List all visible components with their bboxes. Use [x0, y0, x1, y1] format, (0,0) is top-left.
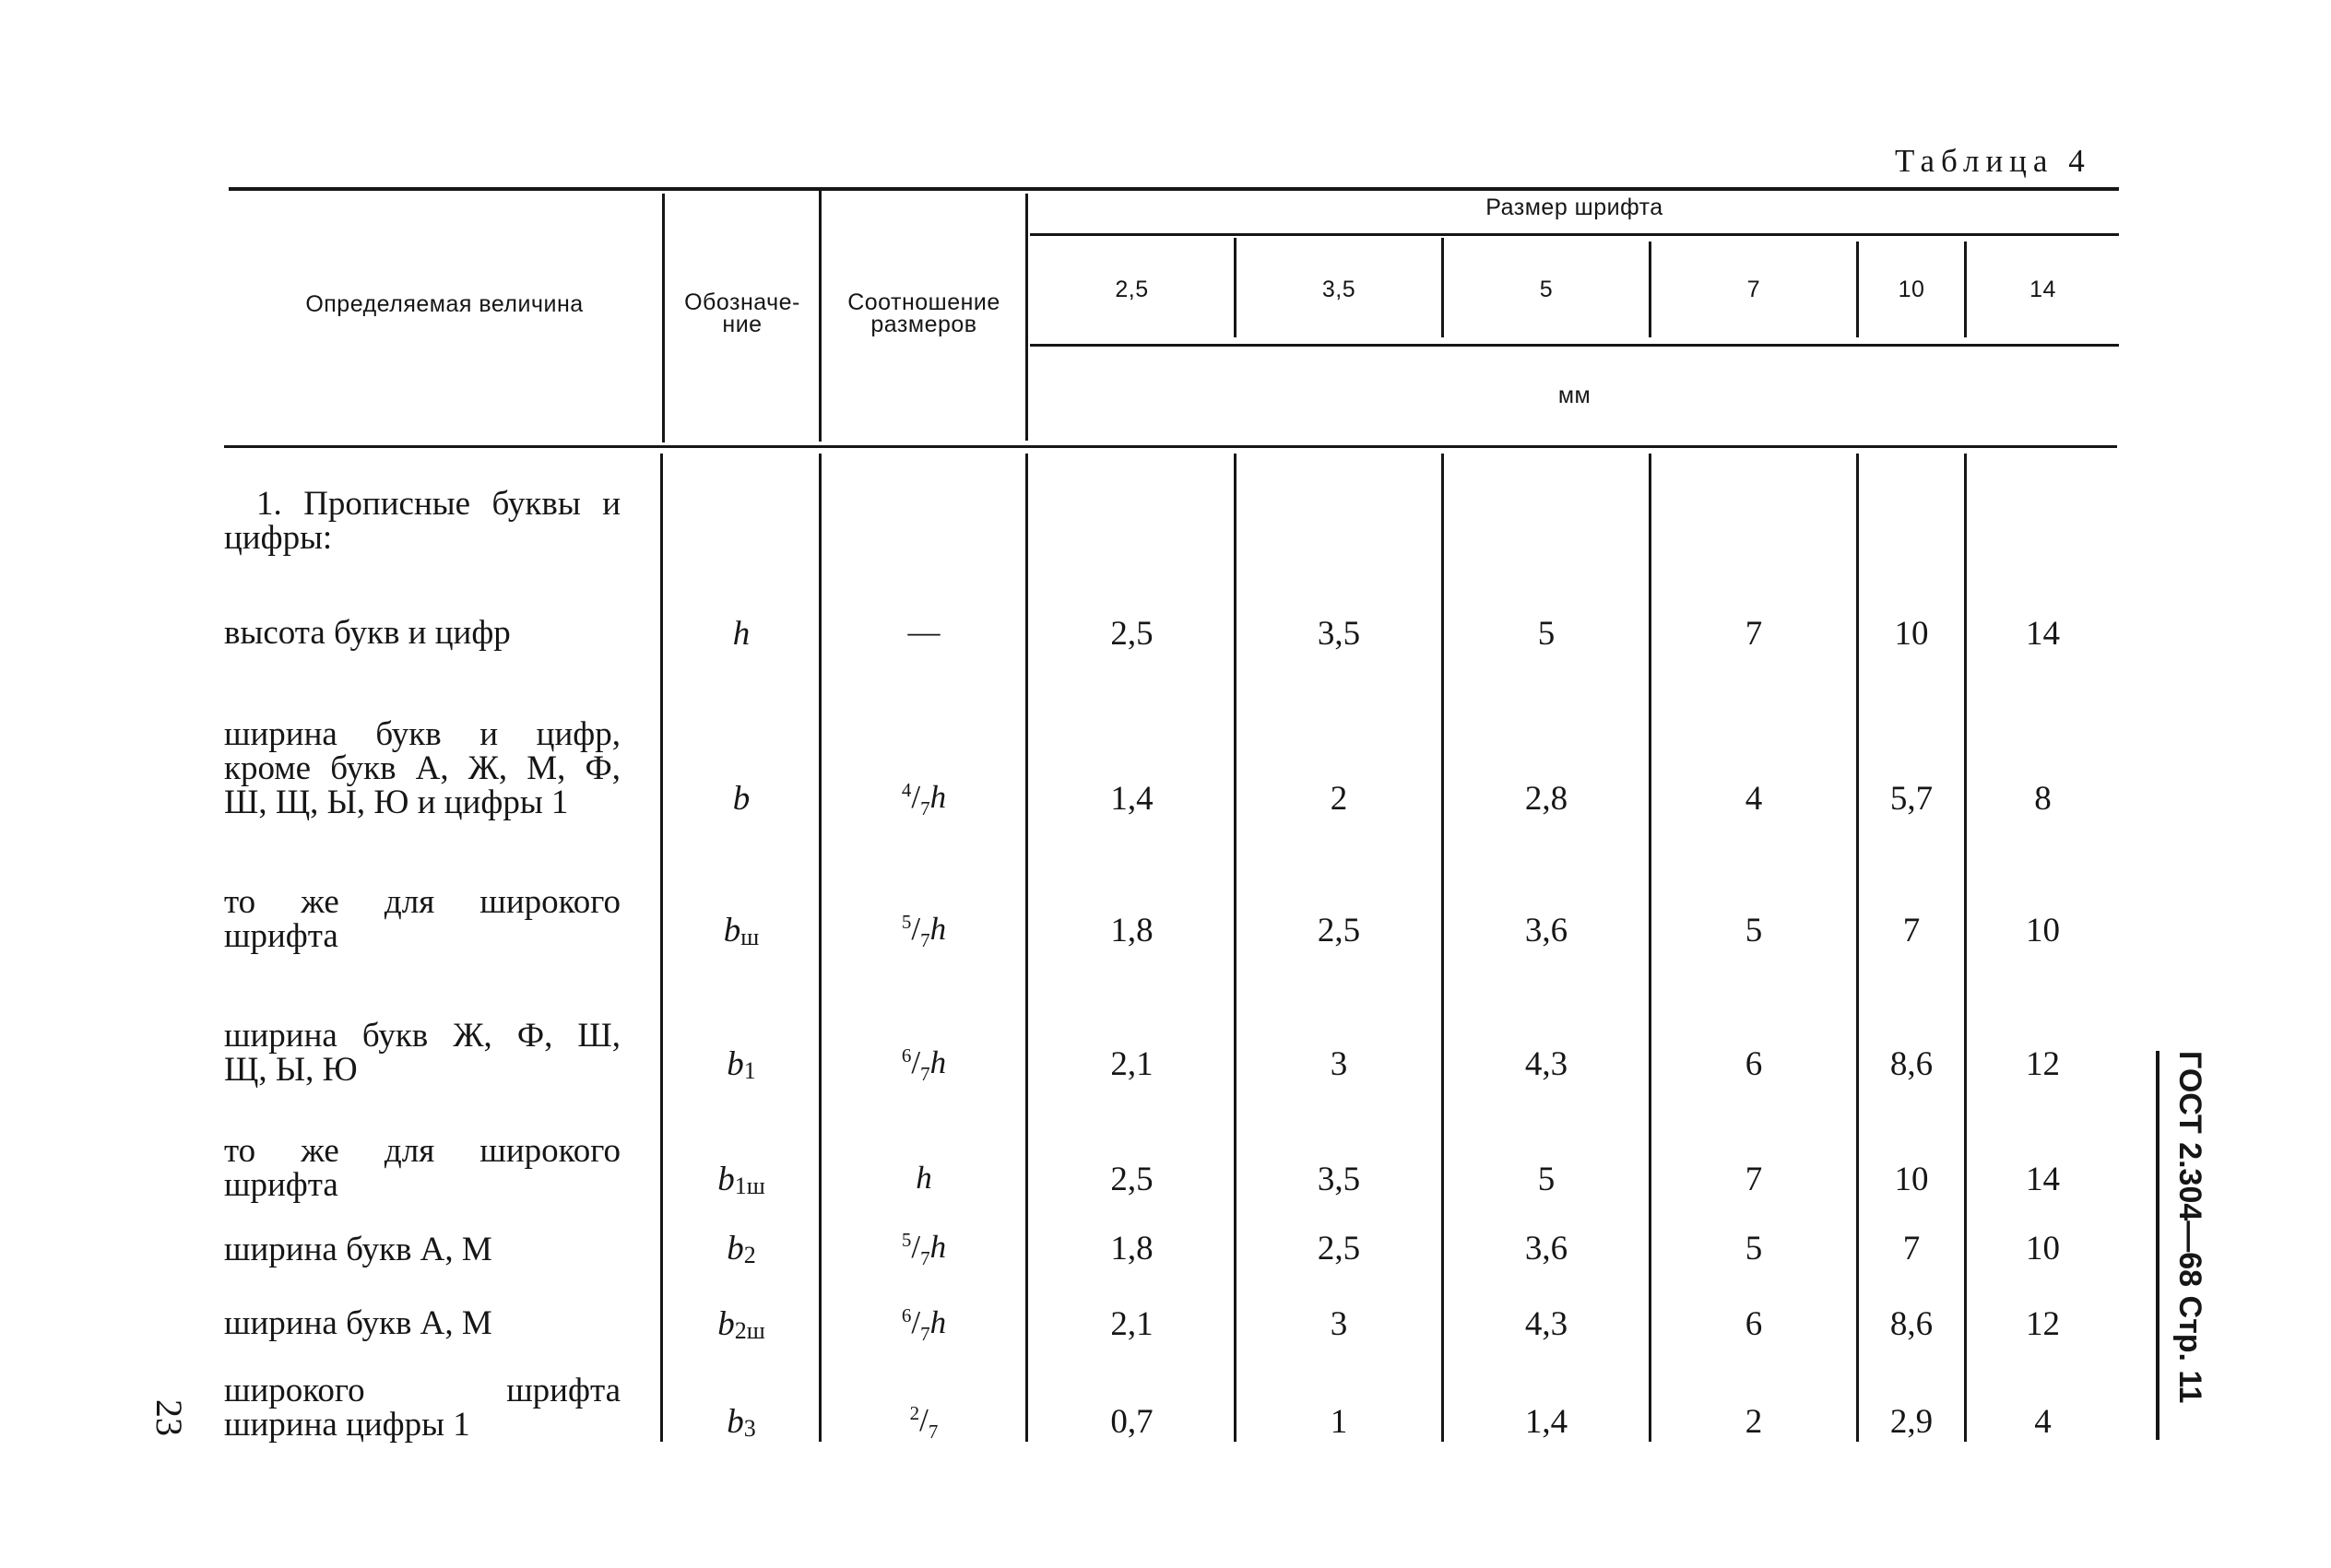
ratio-slash: / [911, 1044, 921, 1080]
header-symbol-line-1: Обозначе- [684, 289, 800, 315]
row-ratio [822, 1160, 1025, 1197]
row-value-size-3: 6 [1745, 1045, 1763, 1083]
row-ratio [822, 1402, 1025, 1444]
row-symbol-main: b [732, 780, 751, 818]
row-value-size-1: 3,5 [1317, 1161, 1361, 1198]
header-size-0: 2,5 [1115, 277, 1149, 302]
row-value-size-2: 4,3 [1524, 1305, 1568, 1343]
side-label-rule [2156, 1051, 2159, 1440]
ratio-slash: / [911, 1229, 921, 1265]
ratio-denominator: 7 [920, 1323, 930, 1345]
ratio-slash: / [919, 1402, 929, 1438]
row-value-size-0: 1,4 [1110, 780, 1154, 818]
row-value-size-2: 4,3 [1524, 1045, 1568, 1083]
row-value-size-1: 1 [1330, 1403, 1348, 1441]
ratio-term: — [907, 614, 941, 650]
row-symbol [664, 779, 819, 819]
row-label [224, 1306, 621, 1340]
ratio-term: h [916, 1160, 932, 1196]
col-divider-label [662, 194, 665, 442]
row-value-size-2: 3,6 [1524, 912, 1568, 949]
row-label [224, 1232, 621, 1267]
header-font-size: Размер шрифта [1485, 195, 1663, 220]
row-label [224, 717, 621, 819]
row-value-size-5: 14 [2026, 1161, 2060, 1198]
ratio-denominator: 7 [928, 1421, 939, 1443]
ratio-denominator: 7 [920, 929, 930, 951]
row-symbol-main: b [727, 1403, 744, 1441]
row-symbol-main: b [727, 1230, 744, 1267]
row-label-line: то же для широкого [224, 1132, 621, 1170]
row-symbol-sub: 1ш [734, 1173, 765, 1199]
row-value-size-4: 7 [1902, 1230, 1921, 1267]
header-size-1: 3,5 [1321, 277, 1356, 302]
col-divider-ratio [1025, 194, 1028, 441]
row-label-line: шрифта [224, 1166, 338, 1204]
row-ratio [822, 911, 1025, 952]
ratio-term: h [929, 1044, 947, 1080]
ratio-denominator: 7 [920, 1247, 930, 1269]
ratio-numerator: 4 [901, 779, 912, 801]
row-symbol-sub: 1 [743, 1057, 756, 1084]
row-value-size-4: 10 [1894, 1161, 1929, 1198]
table-top-rule [229, 187, 2119, 191]
row-label [224, 616, 621, 650]
ratio-term: h [929, 779, 947, 815]
row-value-size-1: 3 [1330, 1045, 1348, 1083]
header-bottom-rule [224, 445, 2117, 448]
ratio-numerator: 6 [901, 1044, 912, 1067]
ratio-slash: / [911, 1304, 921, 1340]
row-value-size-3: 2 [1745, 1403, 1763, 1441]
row-symbol-sub: ш [740, 924, 760, 950]
row-value-size-3: 7 [1745, 1161, 1763, 1198]
row-label-line: ширина букв Ж, Ф, Ш, [224, 1017, 621, 1055]
row-value-size-3: 6 [1745, 1305, 1763, 1343]
row-value-size-5: 10 [2026, 912, 2060, 949]
row-value-size-2: 5 [1537, 615, 1556, 653]
row-value-size-4: 8,6 [1889, 1305, 1934, 1343]
row-label [224, 1019, 621, 1087]
header-symbol-line-2: ние [722, 312, 763, 337]
row-value-size-3: 4 [1745, 780, 1763, 818]
row-value-size-1: 2,5 [1317, 912, 1361, 949]
row-value-size-5: 8 [2034, 780, 2052, 818]
row-label [224, 1373, 621, 1442]
row-label-line: кроме букв А, Ж, М, Ф, [224, 749, 621, 787]
row-label-line: Щ, Ы, Ю [224, 1051, 358, 1089]
row-value-size-1: 3 [1330, 1305, 1348, 1343]
row-label-line: шрифта [224, 917, 338, 955]
row-label-line: ширина букв А, М [224, 1231, 492, 1268]
row-ratio [822, 614, 1025, 651]
row-value-size-1: 3,5 [1317, 615, 1361, 653]
row-symbol-sub: 2 [743, 1242, 756, 1268]
row-label [224, 885, 621, 953]
row-label-line: Ш, Щ, Ы, Ю и цифры 1 [224, 784, 569, 821]
ratio-denominator: 7 [920, 797, 930, 819]
row-value-size-2: 2,8 [1524, 780, 1568, 818]
header-unit: мм [1557, 383, 1591, 408]
row-symbol [664, 1304, 819, 1345]
header-size-3: 7 [1746, 277, 1761, 302]
row-value-size-2: 3,6 [1524, 1230, 1568, 1267]
header-size-4: 10 [1898, 277, 1925, 302]
row-symbol-main: b [717, 1305, 735, 1343]
row-symbol [664, 911, 819, 951]
ratio-numerator: 6 [901, 1304, 912, 1326]
row-label-line: ширина букв и цифр, [224, 715, 621, 753]
row-label-line: широкого шрифта [224, 1372, 621, 1409]
row-symbol [664, 1160, 819, 1200]
row-value-size-0: 0,7 [1110, 1403, 1154, 1441]
row-symbol-sub: 2ш [734, 1317, 765, 1344]
table-caption: Таблица 4 [1895, 143, 2091, 179]
ratio-term: h [929, 1229, 947, 1265]
row-symbol [664, 1402, 819, 1443]
ratio-denominator: 7 [920, 1063, 930, 1085]
row-ratio [822, 779, 1025, 820]
ratio-numerator: 5 [901, 1229, 912, 1251]
body-divider-label [660, 454, 663, 1442]
header-quantity: Определяемая величина [305, 291, 584, 317]
row-label-line: ширина букв А, М [224, 1304, 492, 1342]
row-value-size-0: 2,1 [1110, 1305, 1154, 1343]
row-value-size-2: 1,4 [1524, 1403, 1568, 1441]
section-title-line-1: 1. Прописные буквы и [256, 485, 621, 523]
row-symbol-sub: 3 [743, 1415, 756, 1442]
section-title [224, 487, 621, 555]
body-divider-symbol [819, 454, 822, 1442]
row-value-size-0: 2,5 [1110, 615, 1154, 653]
header-symbol [666, 291, 819, 336]
row-value-size-4: 10 [1894, 615, 1929, 653]
ratio-numerator: 2 [909, 1402, 920, 1424]
row-label-line: ширина цифры 1 [224, 1406, 470, 1444]
row-value-size-1: 2,5 [1317, 1230, 1361, 1267]
row-ratio [822, 1304, 1025, 1346]
ratio-numerator: 5 [901, 911, 912, 933]
row-symbol [664, 614, 819, 654]
header-ratio-line-2: размеров [870, 312, 977, 337]
row-label-line: то же для широкого [224, 883, 621, 921]
row-value-size-5: 14 [2026, 615, 2060, 653]
header-ratio-line-1: Соотношение [847, 289, 1000, 315]
header-size-5: 14 [2029, 277, 2056, 302]
header-ratio [822, 291, 1025, 336]
col-divider-symbol [819, 190, 822, 442]
row-value-size-3: 7 [1745, 615, 1763, 653]
sizes-rule [1030, 344, 2119, 347]
row-symbol-main: b [717, 1161, 735, 1198]
ratio-slash: / [911, 911, 921, 947]
row-label [224, 1134, 621, 1202]
row-value-size-1: 2 [1330, 780, 1348, 818]
row-ratio [822, 1044, 1025, 1086]
row-value-size-3: 5 [1745, 912, 1763, 949]
row-value-size-5: 12 [2026, 1045, 2060, 1083]
ratio-slash: / [911, 779, 921, 815]
row-value-size-4: 5,7 [1889, 780, 1934, 818]
row-value-size-3: 5 [1745, 1230, 1763, 1267]
row-value-size-5: 4 [2034, 1403, 2052, 1441]
ratio-term: h [929, 911, 947, 947]
row-symbol-main: b [723, 912, 741, 949]
body-divider-ratio [1025, 454, 1028, 1442]
side-label: ГОСТ 2.304—68 Стр. 11 [2172, 1051, 2207, 1404]
section-title-line-2: цифры: [224, 519, 333, 557]
ratio-term: h [929, 1304, 947, 1340]
row-value-size-4: 8,6 [1889, 1045, 1934, 1083]
font-size-rule [1030, 233, 2119, 236]
row-ratio [822, 1229, 1025, 1270]
row-symbol-main: h [732, 615, 751, 653]
row-value-size-0: 2,5 [1110, 1161, 1154, 1198]
row-value-size-0: 2,1 [1110, 1045, 1154, 1083]
header-size-2: 5 [1539, 277, 1554, 302]
row-value-size-0: 1,8 [1110, 912, 1154, 949]
row-label-line: высота букв и цифр [224, 614, 511, 652]
row-symbol [664, 1044, 819, 1085]
row-value-size-0: 1,8 [1110, 1230, 1154, 1267]
row-value-size-5: 10 [2026, 1230, 2060, 1267]
row-value-size-4: 2,9 [1889, 1403, 1934, 1441]
row-value-size-2: 5 [1537, 1161, 1556, 1198]
row-symbol-main: b [727, 1045, 744, 1083]
page-number: 23 [148, 1399, 190, 1436]
row-value-size-4: 7 [1902, 912, 1921, 949]
row-value-size-5: 12 [2026, 1305, 2060, 1343]
row-symbol [664, 1229, 819, 1269]
